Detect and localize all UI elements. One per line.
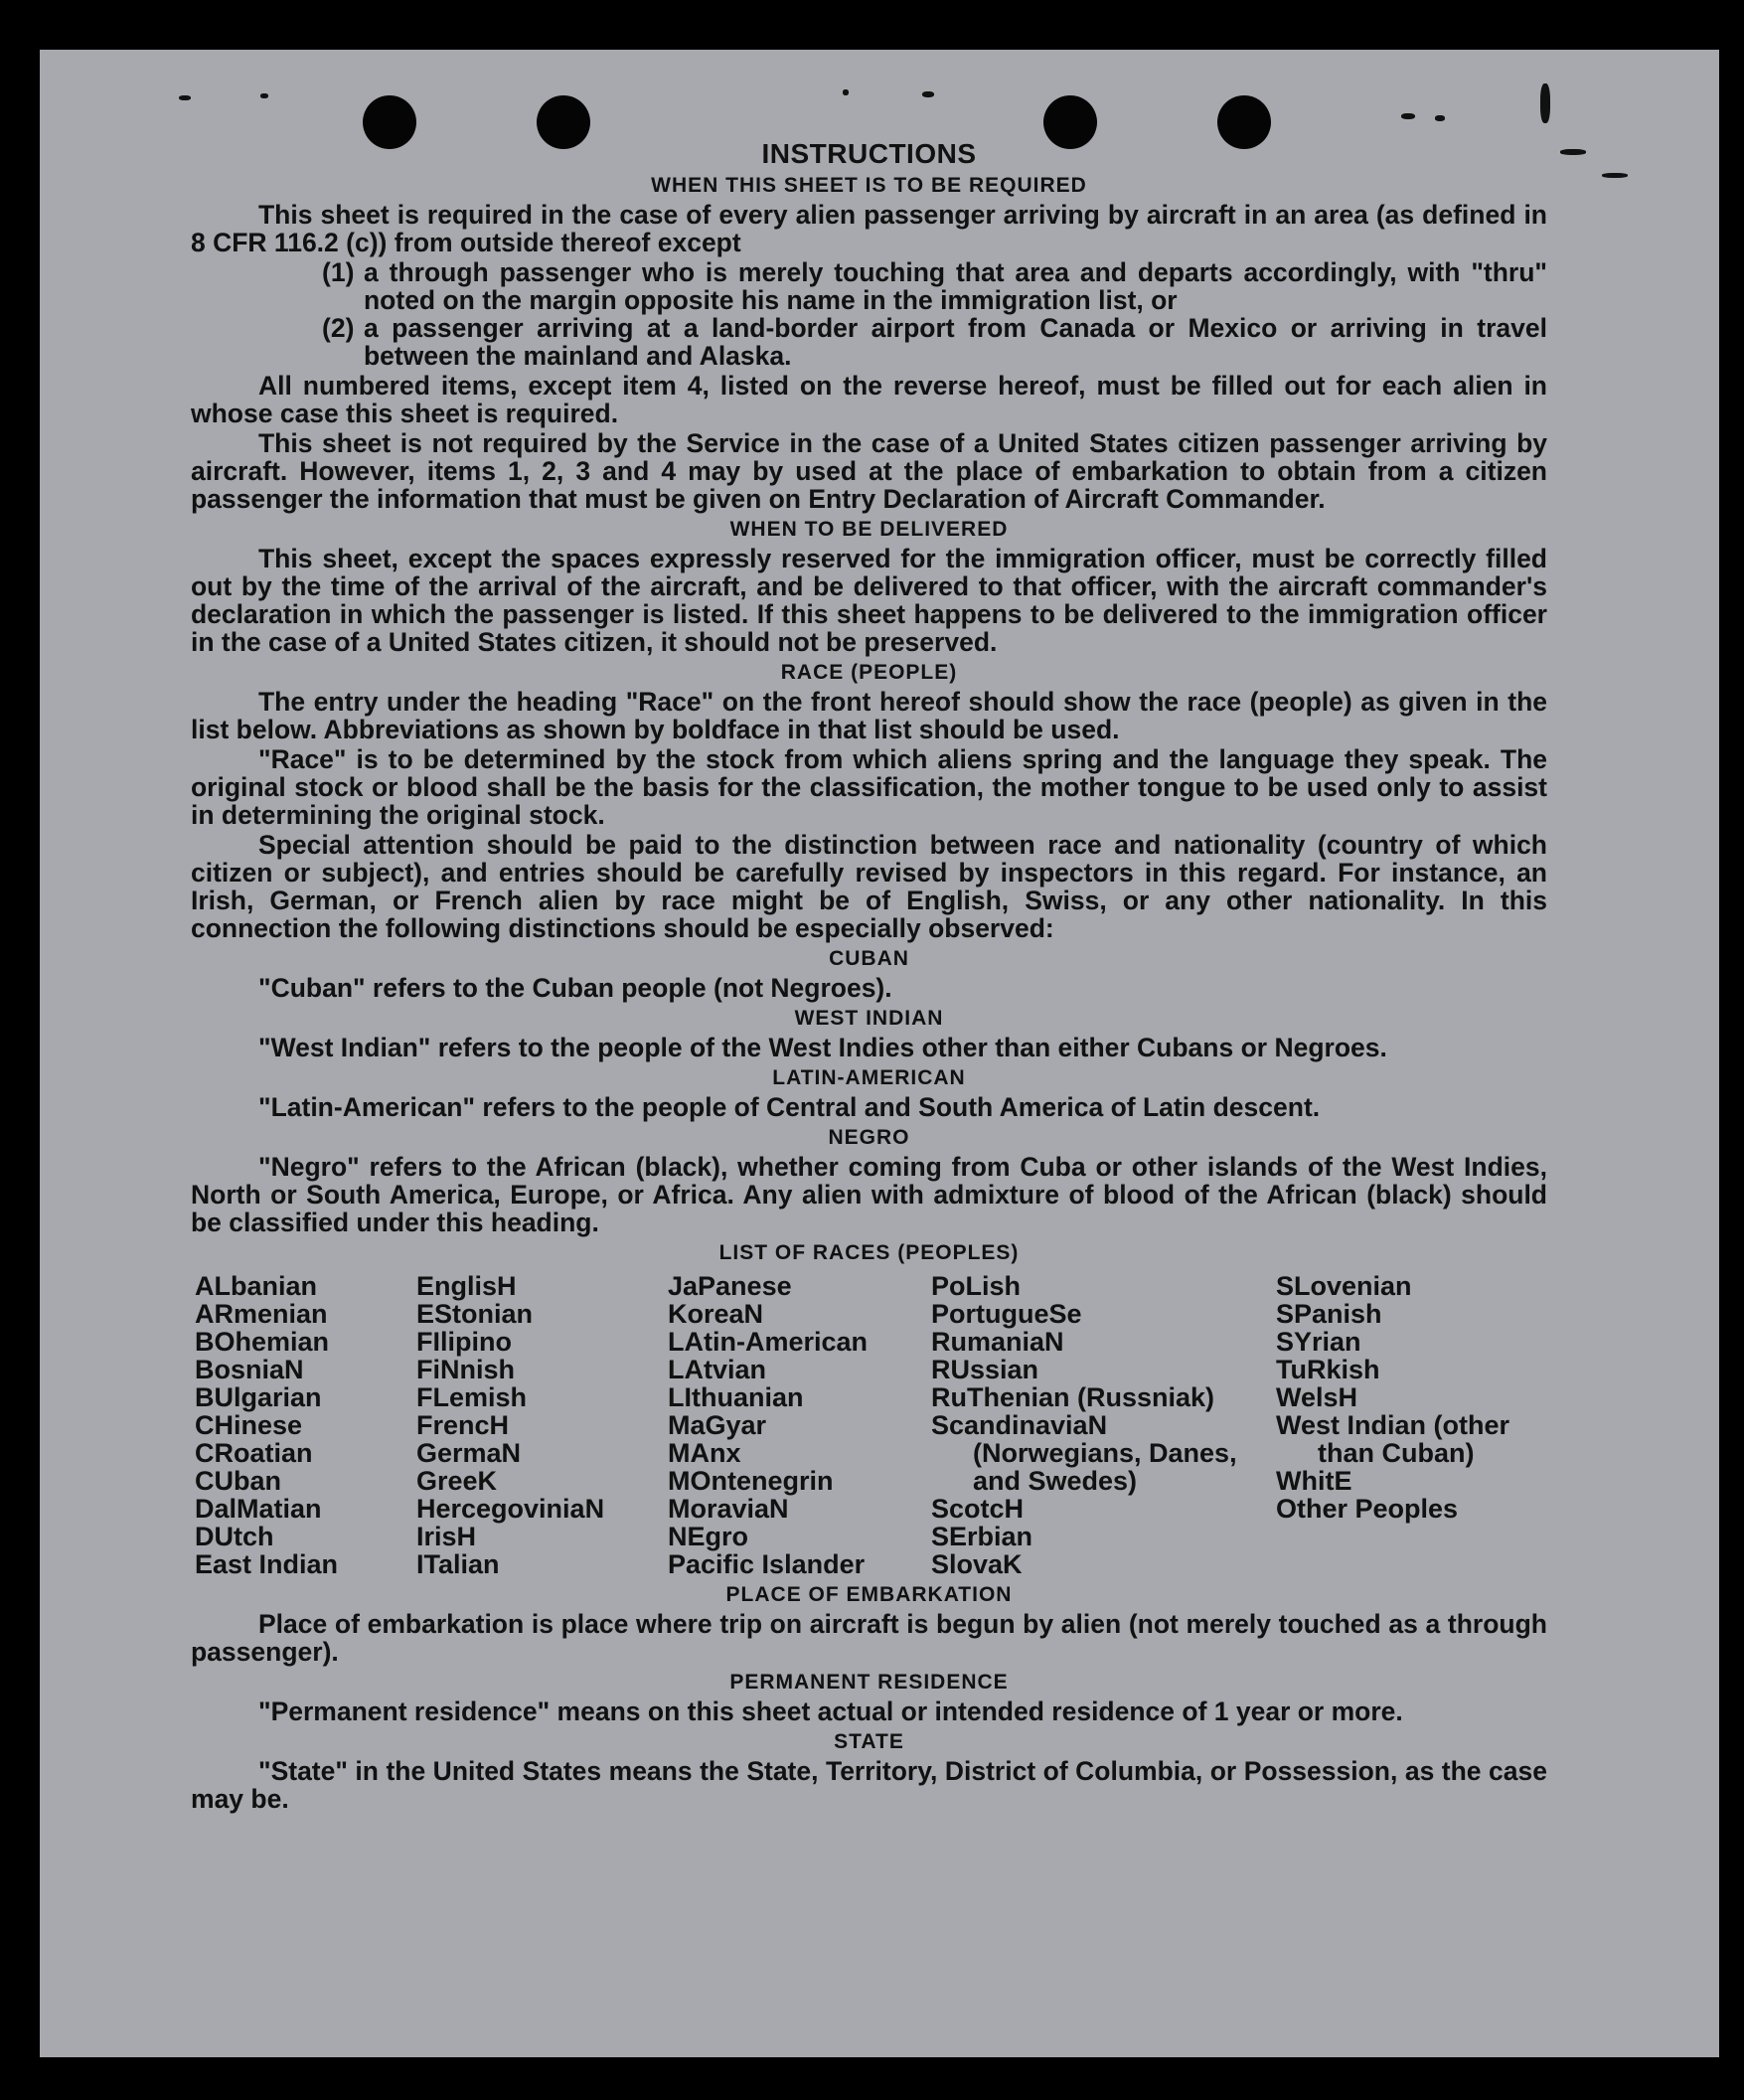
race-item: ARmenian <box>195 1299 328 1329</box>
section-heading: LIST OF RACES (PEOPLES) <box>718 1241 1020 1264</box>
race-item: FIlipino <box>416 1327 512 1357</box>
ink-speck <box>1401 113 1415 119</box>
paragraph: Special attention should be paid to the distinction between race and nationality (country of which citizen or subject), and entries should be carefully revised by inspectors in this regard. For instance, an Irish, German, or French alien by race might be of English, Swiss, or any other nationality. In this connection the following distinctions should be especially observed: <box>191 830 1547 943</box>
section-heading: STATE <box>834 1730 904 1753</box>
race-item: FrencH <box>416 1410 510 1440</box>
document-sheet <box>40 50 1719 2057</box>
race-item: MOntenegrin <box>668 1466 834 1496</box>
list-item <box>322 314 1547 370</box>
list-item-number: (2) <box>322 313 355 343</box>
race-column <box>1276 1272 1551 1578</box>
section-heading: WHEN TO BE DELIVERED <box>729 518 1009 541</box>
race-item: RumaniaN <box>931 1327 1064 1357</box>
race-item: TuRkish <box>1276 1355 1380 1384</box>
paragraph: Place of embarkation is place where trip on aircraft is begun by alien (not merely touched as a through passenger). <box>191 1609 1547 1667</box>
ink-speck <box>1540 83 1550 123</box>
race-item: BosniaN <box>195 1355 304 1384</box>
race-item: GermaN <box>416 1438 522 1468</box>
race-item: WhitE <box>1276 1466 1352 1496</box>
list-item <box>322 258 1547 314</box>
paragraph: "Cuban" refers to the Cuban people (not Negroes). <box>258 973 892 1003</box>
race-item: ScotcH <box>931 1494 1025 1524</box>
race-item: Pacific Islander <box>668 1549 866 1579</box>
race-item: LIthuanian <box>668 1382 804 1412</box>
race-item: NEgro <box>668 1522 748 1551</box>
paragraph: The entry under the heading "Race" on the front hereof should show the race (people) as given in the list below. Abbreviations as shown by boldface in that list should be used. <box>191 687 1547 744</box>
race-item: LAtvian <box>668 1355 767 1384</box>
race-item: West Indian (other than Cuban) <box>1276 1410 1510 1468</box>
race-item: EStonian <box>416 1299 534 1329</box>
race-item: SLovenian <box>1276 1271 1412 1301</box>
race-item: HercegoviniaN <box>416 1494 605 1524</box>
ink-speck <box>179 95 191 100</box>
instructions-body <box>191 139 1547 1815</box>
list-item-text: a passenger arriving at a land-border airport from Canada or Mexico or arriving in travel between the mainland and Alaska. <box>364 313 1547 371</box>
race-item: MAnx <box>668 1438 741 1468</box>
race-item: DalMatian <box>195 1494 322 1524</box>
ink-speck <box>1602 173 1628 178</box>
race-column <box>416 1272 668 1578</box>
race-item: CUban <box>195 1466 281 1496</box>
ink-speck <box>260 93 268 98</box>
paragraph: This sheet is required in the case of every alien passenger arriving by aircraft in an area (as defined in 8 CFR 116.2 (c)) from outside thereof except <box>191 200 1547 257</box>
paragraph: "Permanent residence" means on this sheet actual or intended residence of 1 year or more. <box>258 1696 1403 1726</box>
paragraph: "Race" is to be determined by the stock from which aliens spring and the language they speak. The original stock or blood shall be the basis for the classification, the mother tongue to be used only to assist in determining the original stock. <box>191 744 1547 830</box>
race-item: BOhemian <box>195 1327 330 1357</box>
ink-speck <box>922 91 934 97</box>
section-heading: LATIN-AMERICAN <box>772 1066 966 1089</box>
race-item: GreeK <box>416 1466 498 1496</box>
race-item: PoLish <box>931 1271 1022 1301</box>
race-column <box>668 1272 931 1578</box>
paragraph: This sheet, except the spaces expressly reserved for the immigration officer, must be correctly filled out by the time of the arrival of the aircraft, and be delivered to that officer, with the aircraft commander's declaration in which the passenger is listed. If this sheet happens to be delivered to the immigration officer in the case of a United States citizen, it should not be preserved. <box>191 544 1547 657</box>
race-item: SYrian <box>1276 1327 1361 1357</box>
race-item: SPanish <box>1276 1299 1382 1329</box>
ink-speck <box>1435 115 1445 121</box>
section-heading: WHEN THIS SHEET IS TO BE REQUIRED <box>651 174 1087 197</box>
section-heading: WEST INDIAN <box>794 1007 944 1030</box>
race-item: KoreaN <box>668 1299 764 1329</box>
race-item: DUtch <box>195 1522 274 1551</box>
paragraph: This sheet is not required by the Service in the case of a United States citizen passenger arriving by aircraft. However, items 1, 2, 3 and 4 may by used at the place of embarkation to obtain from a citizen passenger the information that must be given on Entry Declaration of Aircraft Commander. <box>191 428 1547 514</box>
race-item: ScandinaviaN (Norwegians, Danes, and Swedes) <box>931 1410 1237 1496</box>
race-item: SlovaK <box>931 1549 1023 1579</box>
paragraph: "West Indian" refers to the people of the West Indies other than either Cubans or Negroes. <box>258 1033 1387 1062</box>
race-item: IrisH <box>416 1522 477 1551</box>
list-item-number: (1) <box>322 257 355 287</box>
race-list <box>195 1272 1547 1578</box>
paragraph: "State" in the United States means the State, Territory, District of Columbia, or Possession, as the case may be. <box>191 1756 1547 1814</box>
race-item: FLemish <box>416 1382 528 1412</box>
race-item: PortugueSe <box>931 1299 1082 1329</box>
section-heading: PERMANENT RESIDENCE <box>729 1671 1009 1694</box>
list-item-text: a through passenger who is merely touching that area and departs accordingly, with "thru" noted on the margin opposite his name in the immigration list, or <box>364 257 1547 315</box>
race-item: RuThenian (Russniak) <box>931 1382 1215 1412</box>
race-item: ITalian <box>416 1549 500 1579</box>
race-item: CHinese <box>195 1410 303 1440</box>
race-item: Other Peoples <box>1276 1494 1459 1524</box>
section-heading: PLACE OF EMBARKATION <box>725 1583 1013 1606</box>
race-item: EnglisH <box>416 1271 517 1301</box>
page-title: INSTRUCTIONS <box>761 138 977 169</box>
paragraph: All numbered items, except item 4, listed on the reverse hereof, must be filled out for each alien in whose case this sheet is required. <box>191 371 1547 428</box>
race-column <box>931 1272 1276 1578</box>
race-item: WelsH <box>1276 1382 1358 1412</box>
paragraph: "Latin-American" refers to the people of Central and South America of Latin descent. <box>258 1092 1321 1122</box>
race-item: RUssian <box>931 1355 1039 1384</box>
race-item: MoraviaN <box>668 1494 789 1524</box>
race-item: CRoatian <box>195 1438 313 1468</box>
ink-speck <box>843 89 849 95</box>
exception-list <box>322 258 1547 370</box>
race-item: JaPanese <box>668 1271 792 1301</box>
race-item: East Indian <box>195 1549 339 1579</box>
race-item: FiNnish <box>416 1355 515 1384</box>
ink-speck <box>1560 149 1586 155</box>
race-item: MaGyar <box>668 1410 767 1440</box>
race-item: SErbian <box>931 1522 1033 1551</box>
paragraph: "Negro" refers to the African (black), whether coming from Cuba or other islands of the West Indies, North or South America, Europe, or Africa. Any alien with admixture of blood of the African (black) should be classified under this heading. <box>191 1152 1547 1237</box>
race-item: BUlgarian <box>195 1382 322 1412</box>
section-heading: NEGRO <box>828 1126 910 1149</box>
race-column <box>195 1272 416 1578</box>
race-item: LAtin-American <box>668 1327 869 1357</box>
race-item: ALbanian <box>195 1271 318 1301</box>
section-heading: CUBAN <box>829 947 909 970</box>
section-heading: RACE (PEOPLE) <box>780 661 958 684</box>
